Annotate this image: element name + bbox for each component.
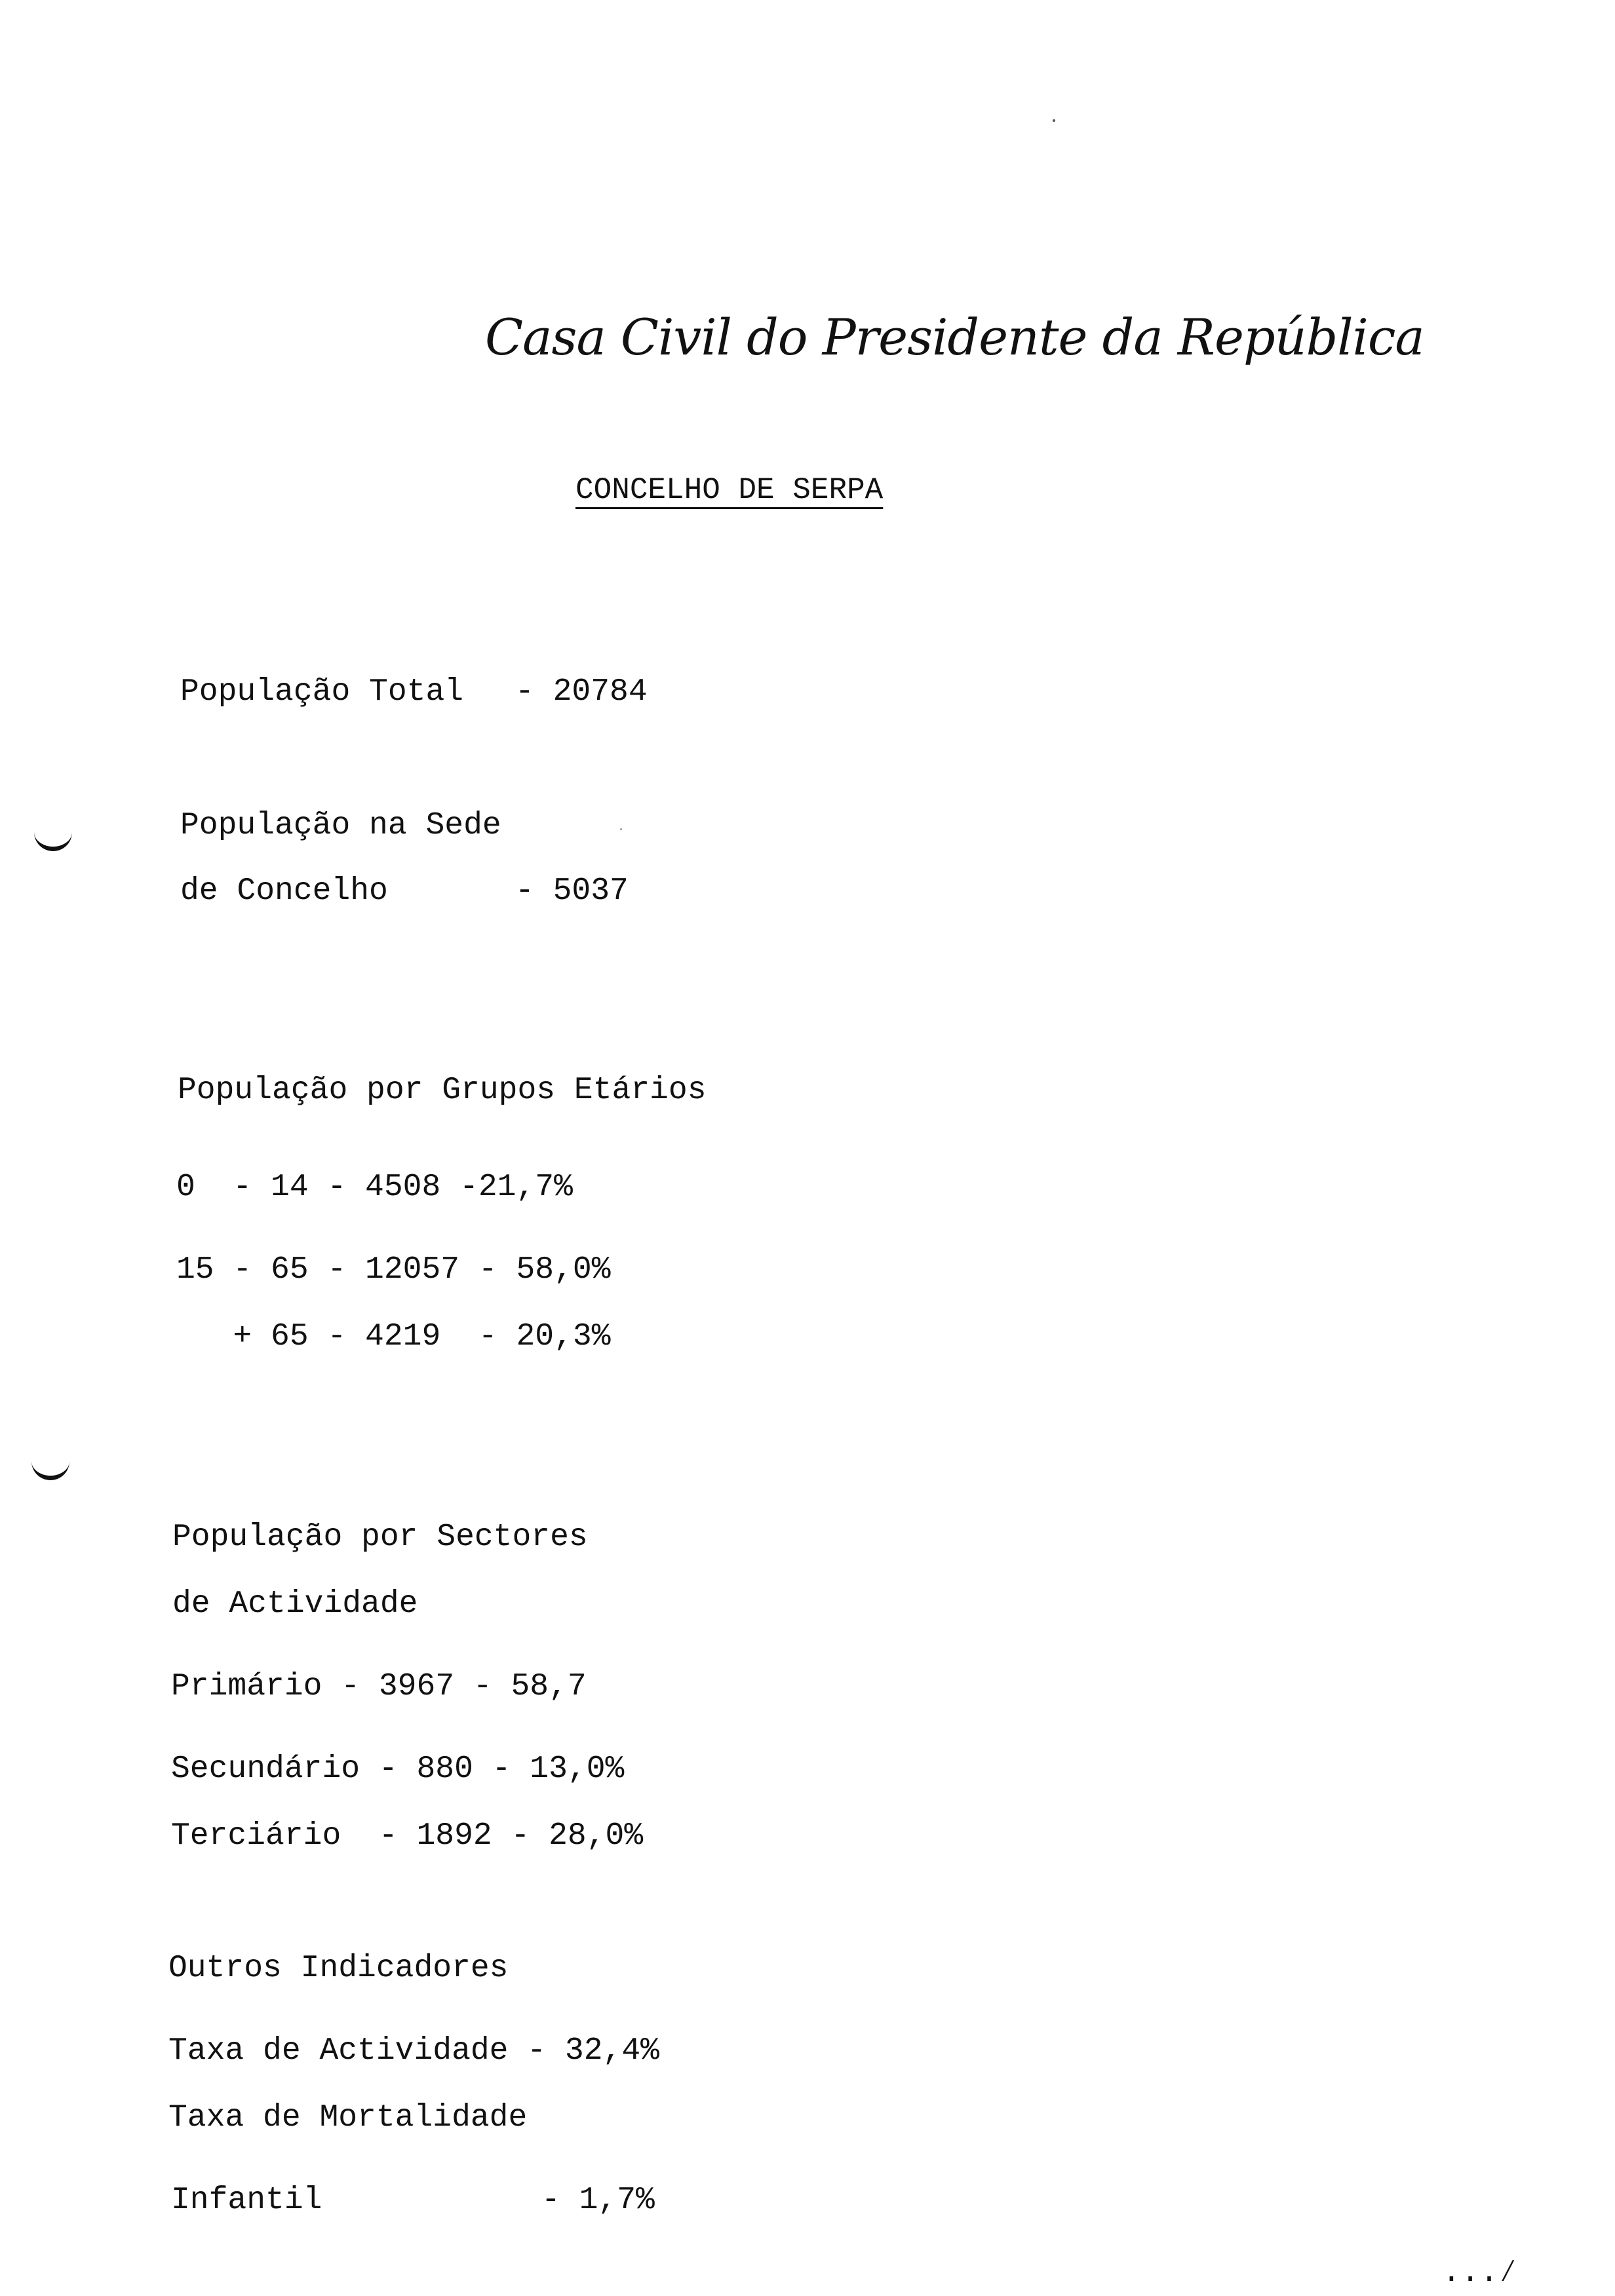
- scan-speck: [620, 828, 622, 830]
- mortality-value: - 1,7%: [541, 2183, 655, 2218]
- continuation-mark: ...⁄: [1442, 2255, 1518, 2291]
- activity-rate: Taxa de Actividade - 32,4%: [168, 2033, 659, 2069]
- sector-row: Secundário - 880 - 13,0%: [171, 1751, 625, 1787]
- total-population-value: - 20784: [515, 674, 648, 710]
- mortality-label-line2: Infantil: [171, 2183, 322, 2218]
- seat-population-label-line1: População na Sede: [180, 808, 501, 843]
- sector-row: Terciário - 1892 - 28,0%: [171, 1818, 644, 1854]
- age-group-row: + 65 - 4219 - 20,3%: [176, 1319, 611, 1354]
- total-population-label: População Total: [180, 674, 464, 710]
- sectors-heading-line1: População por Sectores: [172, 1520, 588, 1555]
- age-group-row: 15 - 65 - 12057 - 58,0%: [176, 1252, 611, 1288]
- sector-row: Primário - 3967 - 58,7: [171, 1669, 587, 1704]
- seat-population-value: - 5037: [515, 873, 629, 909]
- mortality-label-line1: Taxa de Mortalidade: [168, 2100, 528, 2135]
- letterhead: Casa Civil do Presidente da República: [485, 308, 1424, 366]
- scan-speck: [1053, 119, 1055, 122]
- age-group-row: 0 - 14 - 4508 -21,7%: [176, 1170, 573, 1205]
- age-groups-heading: População por Grupos Etários: [178, 1073, 707, 1108]
- seat-population-label-line2: de Concelho: [180, 873, 388, 909]
- sectors-heading-line2: de Actividade: [172, 1586, 418, 1622]
- margin-mark: [31, 1456, 69, 1480]
- page-title: CONCELHO DE SERPA: [575, 473, 884, 507]
- margin-mark: [34, 827, 72, 851]
- other-indicators-heading: Outros Indicadores: [168, 1951, 509, 1986]
